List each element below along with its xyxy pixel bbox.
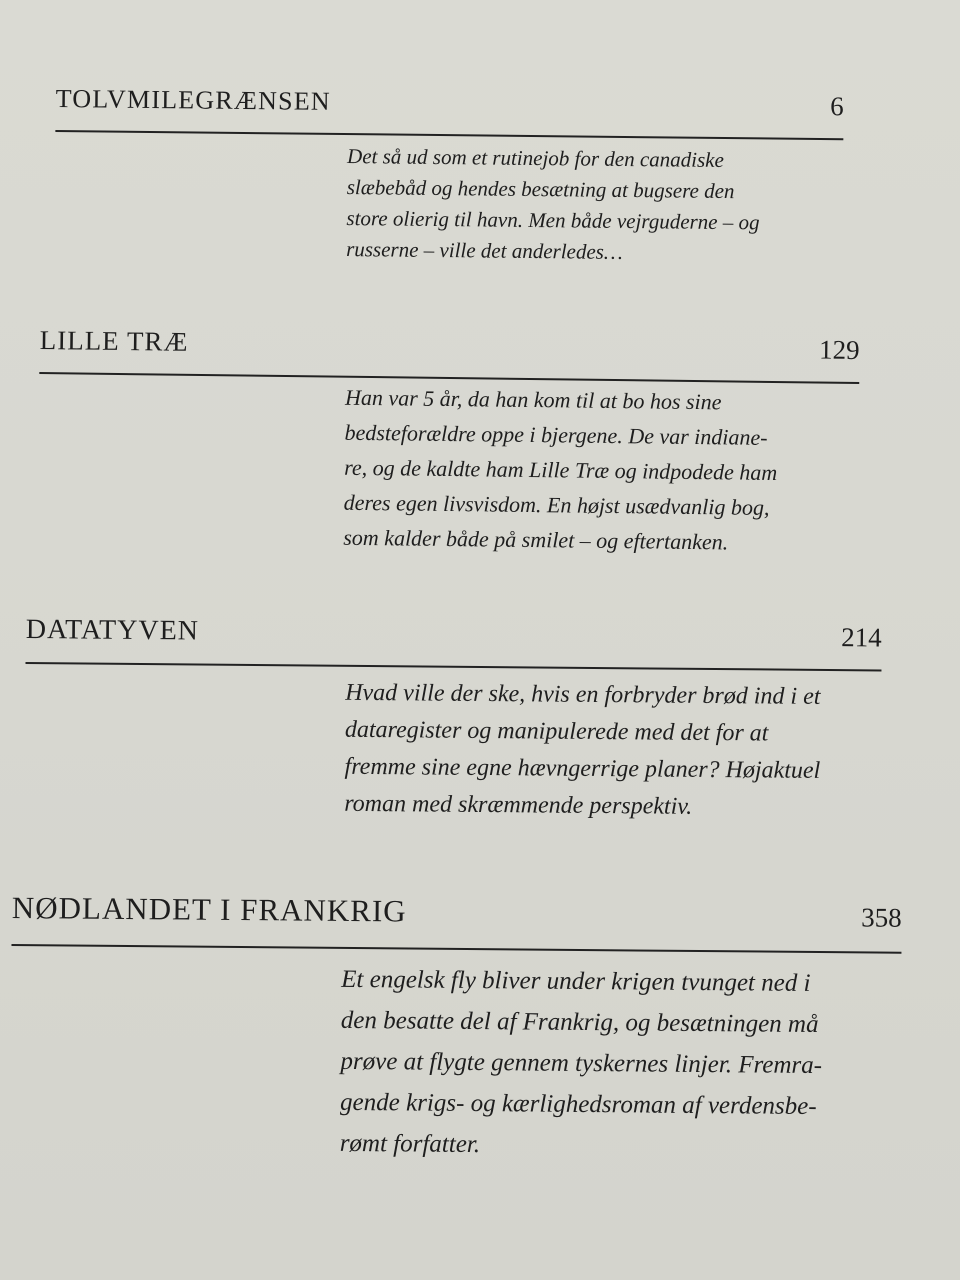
entry-divider bbox=[25, 662, 881, 671]
contents-entry-lille-trae bbox=[39, 316, 860, 555]
blurb-line: bedsteforældre oppe i bjergene. De var indiane- bbox=[344, 419, 768, 450]
blurb-line: slæbebåd og hendes besætning at bugsere den bbox=[346, 175, 735, 204]
entry-blurb bbox=[344, 675, 821, 827]
blurb-line: deres egen livsvisdom. En højst usædvanlig bog, bbox=[343, 489, 770, 520]
blurb-line: dataregister og manipulerede med det for at bbox=[344, 716, 769, 747]
blurb-line: roman med skræmmende perspektiv. bbox=[344, 790, 693, 820]
entry-title: TOLVMILEGRÆNSEN bbox=[55, 83, 331, 116]
entry-title: NØDLANDET I FRANKRIG bbox=[11, 889, 407, 929]
blurb-line: store olierig til havn. Men både vejrguderne – og bbox=[346, 206, 760, 235]
blurb-line: re, og de kaldte ham Lille Træ og indpodede ham bbox=[344, 454, 778, 486]
blurb-line: Han var 5 år, da han kom til at bo hos sine bbox=[344, 384, 722, 415]
blurb-line: fremme sine egne hævngerrige planer? Højaktuel bbox=[344, 753, 821, 784]
blurb-line: prøve at flygte gennem tyskernes linjer. Fremra- bbox=[340, 1047, 823, 1080]
contents-entry-datatyven bbox=[25, 606, 882, 820]
blurb-line: rømt forfatter. bbox=[339, 1129, 481, 1159]
blurb-line: Et engelsk fly bliver under krigen tvunget ned i bbox=[341, 965, 811, 997]
entry-heading bbox=[56, 72, 844, 122]
blurb-line: russerne – ville det anderledes… bbox=[346, 237, 623, 264]
entry-heading bbox=[12, 886, 902, 934]
entry-page-number: 6 bbox=[830, 91, 844, 122]
contents-entry-nodlandet-i-frankrig bbox=[11, 886, 902, 1159]
entry-divider bbox=[55, 130, 843, 140]
entry-title: DATATYVEN bbox=[25, 613, 200, 647]
blurb-line: den besatte del af Frankrig, og besætningen må bbox=[340, 1006, 819, 1039]
entry-blurb bbox=[343, 380, 778, 560]
entry-title: LILLE TRÆ bbox=[39, 324, 189, 357]
blurb-line: gende krigs- og kærlighedsroman af verdensbe- bbox=[340, 1088, 817, 1121]
entry-page-number: 214 bbox=[841, 622, 882, 653]
entry-page-number: 358 bbox=[861, 902, 902, 933]
entry-heading bbox=[40, 316, 860, 366]
blurb-line: Det så ud som et rutinejob for den canadiske bbox=[347, 144, 725, 172]
entry-page-number: 129 bbox=[818, 334, 860, 366]
blurb-line: som kalder både på smilet – og eftertanken. bbox=[343, 524, 729, 555]
entry-blurb bbox=[340, 959, 823, 1168]
blurb-line: Hvad ville der ske, hvis en forbryder brød ind i et bbox=[345, 679, 821, 710]
contents-entry-tolvmilegraensen bbox=[55, 72, 844, 264]
entry-blurb bbox=[346, 141, 760, 269]
entry-divider bbox=[11, 944, 901, 954]
entry-heading bbox=[26, 606, 882, 653]
